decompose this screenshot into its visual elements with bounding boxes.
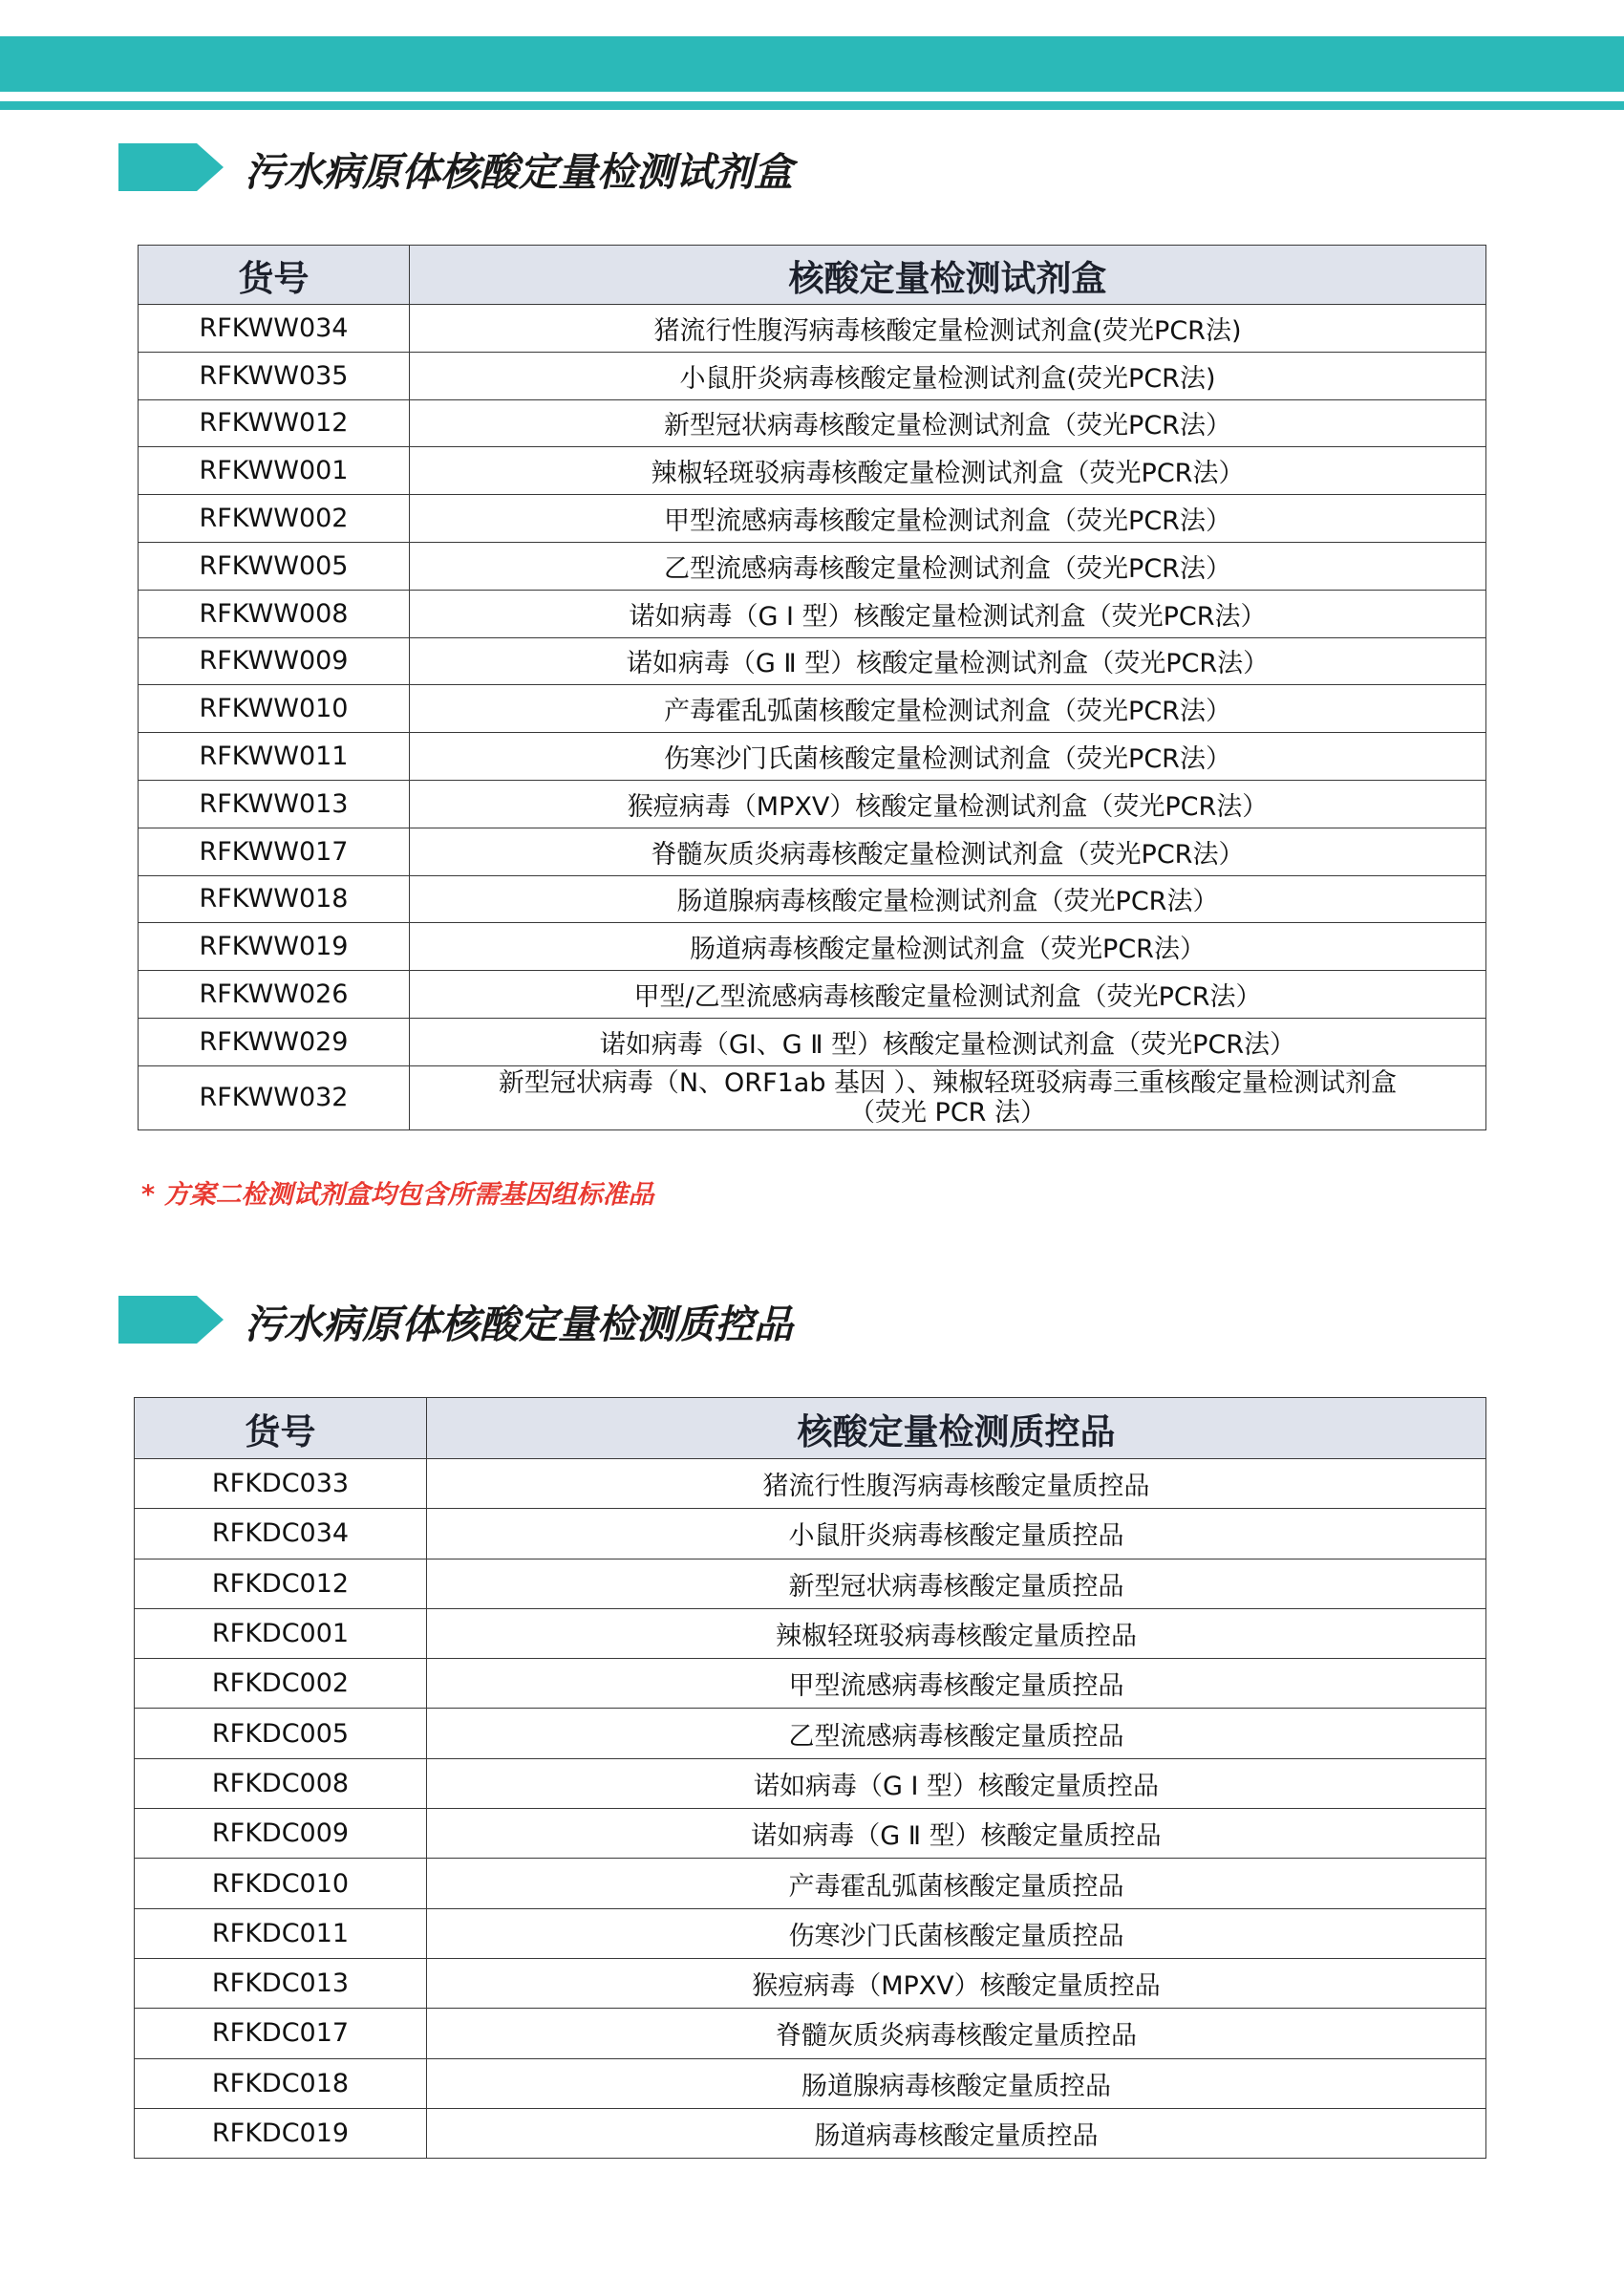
cell-name: 小鼠肝炎病毒核酸定量检测试剂盒(荧光PCR法) bbox=[410, 352, 1486, 399]
table-row bbox=[135, 1509, 1486, 1559]
table-row bbox=[135, 1559, 1486, 1608]
table-row bbox=[139, 828, 1486, 875]
kit-table bbox=[138, 245, 1486, 1130]
cell-name: 肠道腺病毒核酸定量质控品 bbox=[427, 2058, 1486, 2108]
cell-code: RFKWW010 bbox=[139, 685, 410, 733]
cell-name: 肠道腺病毒核酸定量检测试剂盒（荧光PCR法） bbox=[410, 875, 1486, 923]
table-row bbox=[139, 1065, 1486, 1129]
cell-name-line1: 新型冠状病毒（N、ORF1ab 基因 ）、辣椒轻斑驳病毒三重核酸定量检测试剂盒 bbox=[498, 1067, 1398, 1098]
cell-code: RFKWW026 bbox=[139, 971, 410, 1019]
cell-name: 脊髓灰质炎病毒核酸定量检测试剂盒（荧光PCR法） bbox=[410, 828, 1486, 875]
table-row bbox=[139, 780, 1486, 828]
cell-code: RFKWW012 bbox=[139, 399, 410, 447]
cell-name: 诺如病毒（G Ⅱ 型）核酸定量检测试剂盒（荧光PCR法） bbox=[410, 637, 1486, 685]
table-row bbox=[135, 1709, 1486, 1758]
cell-name: 辣椒轻斑驳病毒核酸定量质控品 bbox=[427, 1608, 1486, 1658]
cell-code: RFKWW005 bbox=[139, 542, 410, 590]
table-header-row bbox=[135, 1398, 1486, 1459]
cell-name: 甲型/乙型流感病毒核酸定量检测试剂盒（荧光PCR法） bbox=[410, 971, 1486, 1019]
column-header-code: 货号 bbox=[139, 246, 410, 305]
cell-code: RFKWW019 bbox=[139, 923, 410, 971]
cell-code: RFKWW017 bbox=[139, 828, 410, 875]
cell-code: RFKWW008 bbox=[139, 590, 410, 637]
cell-name: 辣椒轻斑驳病毒核酸定量检测试剂盒（荧光PCR法） bbox=[410, 447, 1486, 495]
cell-code: RFKWW029 bbox=[139, 1018, 410, 1065]
cell-code: RFKWW011 bbox=[139, 733, 410, 781]
table-row bbox=[135, 1958, 1486, 2008]
cell-name: 甲型流感病毒核酸定量检测试剂盒（荧光PCR法） bbox=[410, 495, 1486, 543]
cell-name: 脊髓灰质炎病毒核酸定量质控品 bbox=[427, 2009, 1486, 2058]
table-row bbox=[139, 542, 1486, 590]
cell-code: RFKDC019 bbox=[135, 2108, 427, 2158]
cell-name: 伤寒沙门氏菌核酸定量检测试剂盒（荧光PCR法） bbox=[410, 733, 1486, 781]
cell-name: 伤寒沙门氏菌核酸定量质控品 bbox=[427, 1908, 1486, 1958]
column-header-code: 货号 bbox=[135, 1398, 427, 1459]
table-row bbox=[139, 685, 1486, 733]
header-teal-line bbox=[0, 101, 1624, 110]
cell-name: 肠道病毒核酸定量质控品 bbox=[427, 2108, 1486, 2158]
cell-name: 诺如病毒（G Ⅱ 型）核酸定量质控品 bbox=[427, 1809, 1486, 1859]
table-row bbox=[139, 733, 1486, 781]
table-row bbox=[135, 2058, 1486, 2108]
column-header-name: 核酸定量检测试剂盒 bbox=[410, 246, 1486, 305]
table-row bbox=[139, 447, 1486, 495]
table-row bbox=[139, 590, 1486, 637]
cell-name: 甲型流感病毒核酸定量质控品 bbox=[427, 1659, 1486, 1709]
table-row bbox=[139, 875, 1486, 923]
table-row bbox=[135, 1608, 1486, 1658]
table-row bbox=[139, 637, 1486, 685]
column-header-name: 核酸定量检测质控品 bbox=[427, 1398, 1486, 1459]
cell-name: 产毒霍乱弧菌核酸定量检测试剂盒（荧光PCR法） bbox=[410, 685, 1486, 733]
cell-code: RFKWW002 bbox=[139, 495, 410, 543]
cell-code: RFKWW009 bbox=[139, 637, 410, 685]
table-row bbox=[139, 399, 1486, 447]
footnote: * 方案二检测试剂盒均包含所需基因组标准品 bbox=[141, 1180, 654, 1210]
cell-code: RFKWW035 bbox=[139, 352, 410, 399]
qc-table bbox=[134, 1397, 1486, 2159]
cell-code: RFKWW032 bbox=[139, 1065, 410, 1129]
table-row bbox=[135, 2009, 1486, 2058]
cell-code: RFKDC009 bbox=[135, 1809, 427, 1859]
cell-code: RFKWW018 bbox=[139, 875, 410, 923]
cell-code: RFKDC012 bbox=[135, 1559, 427, 1608]
table-row bbox=[139, 971, 1486, 1019]
cell-name: 猪流行性腹泻病毒核酸定量检测试剂盒(荧光PCR法) bbox=[410, 305, 1486, 353]
cell-name: 小鼠肝炎病毒核酸定量质控品 bbox=[427, 1509, 1486, 1559]
table-row bbox=[135, 1908, 1486, 1958]
cell-code: RFKWW013 bbox=[139, 780, 410, 828]
cell-name bbox=[410, 1065, 1486, 1129]
table-row bbox=[135, 1758, 1486, 1808]
cell-code: RFKDC005 bbox=[135, 1709, 427, 1758]
cell-name: 乙型流感病毒核酸定量检测试剂盒（荧光PCR法） bbox=[410, 542, 1486, 590]
cell-code: RFKDC011 bbox=[135, 1908, 427, 1958]
cell-code: RFKDC034 bbox=[135, 1509, 427, 1559]
table-row bbox=[139, 923, 1486, 971]
cell-code: RFKDC033 bbox=[135, 1459, 427, 1509]
cell-code: RFKDC010 bbox=[135, 1859, 427, 1908]
table-row bbox=[135, 1859, 1486, 1908]
cell-code: RFKDC008 bbox=[135, 1758, 427, 1808]
cell-name: 猪流行性腹泻病毒核酸定量质控品 bbox=[427, 1459, 1486, 1509]
table-row bbox=[135, 2108, 1486, 2158]
cell-name: 新型冠状病毒核酸定量质控品 bbox=[427, 1559, 1486, 1608]
cell-name-line2: （荧光 PCR 法） bbox=[848, 1097, 1047, 1128]
cell-name: 诺如病毒（G Ⅰ 型）核酸定量检测试剂盒（荧光PCR法） bbox=[410, 590, 1486, 637]
table-row bbox=[135, 1459, 1486, 1509]
table-row bbox=[135, 1659, 1486, 1709]
cell-code: RFKDC002 bbox=[135, 1659, 427, 1709]
section-title: 污水病原体核酸定量检测质控品 bbox=[245, 1301, 793, 1347]
cell-name: 产毒霍乱弧菌核酸定量质控品 bbox=[427, 1859, 1486, 1908]
cell-code: RFKWW034 bbox=[139, 305, 410, 353]
cell-name: 乙型流感病毒核酸定量质控品 bbox=[427, 1709, 1486, 1758]
section-title: 污水病原体核酸定量检测试剂盒 bbox=[245, 149, 793, 195]
table-row bbox=[139, 352, 1486, 399]
cell-name: 猴痘病毒（MPXV）核酸定量质控品 bbox=[427, 1958, 1486, 2008]
cell-name: 猴痘病毒（MPXV）核酸定量检测试剂盒（荧光PCR法） bbox=[410, 780, 1486, 828]
cell-code: RFKDC013 bbox=[135, 1958, 427, 2008]
cell-name: 诺如病毒（G Ⅰ 型）核酸定量质控品 bbox=[427, 1758, 1486, 1808]
table-row bbox=[135, 1809, 1486, 1859]
section-arrow-icon bbox=[118, 143, 224, 191]
header-teal-band bbox=[0, 36, 1624, 92]
section-arrow-icon bbox=[118, 1296, 224, 1344]
table-row bbox=[139, 305, 1486, 353]
cell-code: RFKDC018 bbox=[135, 2058, 427, 2108]
cell-code: RFKWW001 bbox=[139, 447, 410, 495]
table-header-row bbox=[139, 246, 1486, 305]
cell-name: 诺如病毒（GI、G Ⅱ 型）核酸定量检测试剂盒（荧光PCR法） bbox=[410, 1018, 1486, 1065]
table-row bbox=[139, 495, 1486, 543]
cell-code: RFKDC001 bbox=[135, 1608, 427, 1658]
table-row bbox=[139, 1018, 1486, 1065]
cell-name: 肠道病毒核酸定量检测试剂盒（荧光PCR法） bbox=[410, 923, 1486, 971]
cell-name: 新型冠状病毒核酸定量检测试剂盒（荧光PCR法） bbox=[410, 399, 1486, 447]
cell-code: RFKDC017 bbox=[135, 2009, 427, 2058]
